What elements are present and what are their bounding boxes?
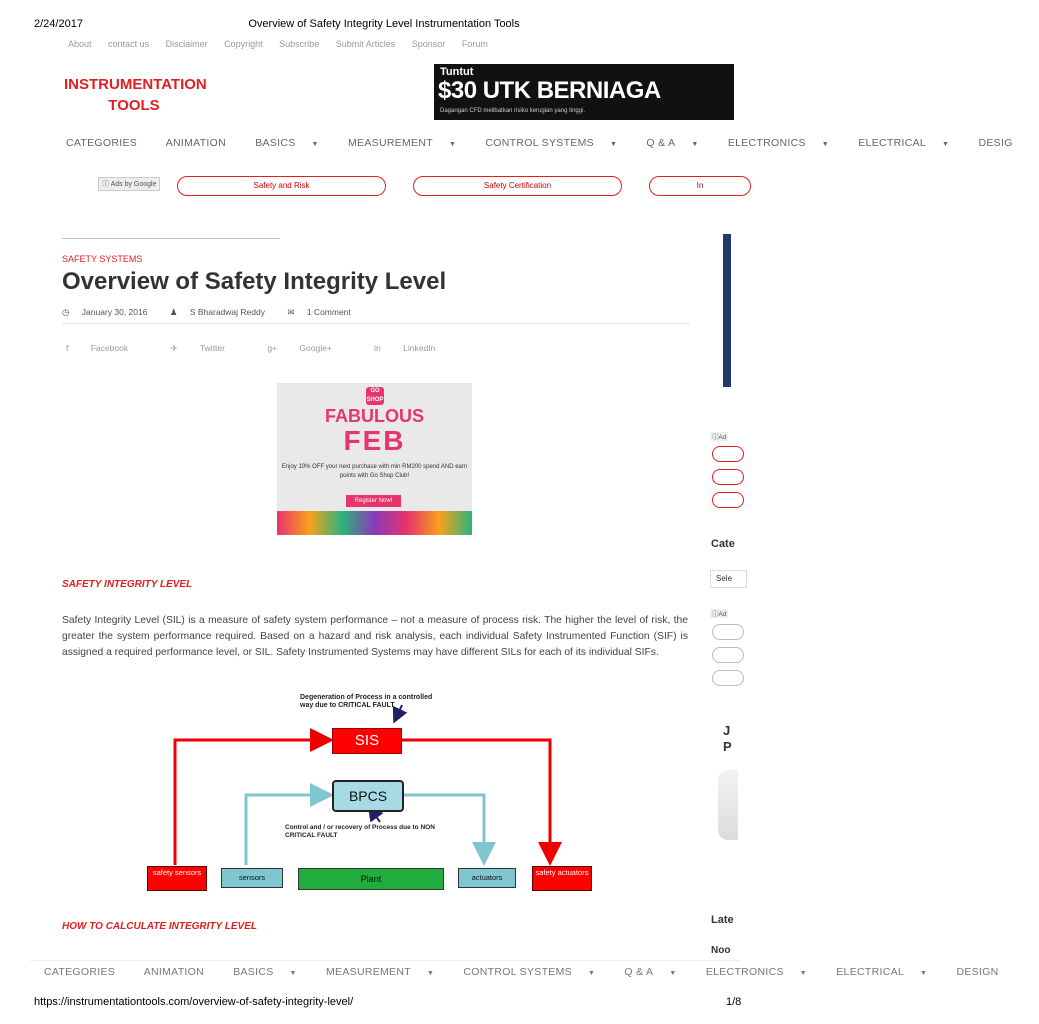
nav-categories[interactable]: CATEGORIES — [66, 137, 138, 149]
nav-animation[interactable]: ANIMATION — [143, 966, 204, 978]
sidebar-ads-badge[interactable]: ⓘAd — [712, 434, 727, 441]
actuators-box: actuators — [458, 868, 516, 888]
promo-offer: Enjoy 10% OFF your next purchase with min RM200 spend AND earn points with Go Shop Club! — [281, 464, 468, 479]
nav-electrical[interactable]: ELECTRICAL ▼ — [858, 137, 950, 149]
sticky-nav — [44, 966, 1012, 978]
nav-measurement[interactable]: MEASUREMENT ▼ — [347, 137, 457, 149]
register-button[interactable]: Register Now! — [346, 495, 401, 507]
info-icon: ⓘ — [712, 434, 719, 441]
chevron-down-icon: ▼ — [289, 970, 297, 977]
diagram-note-noncritical: Control and / or recovery of Process due to NON CRITICAL FAULT — [285, 824, 435, 839]
chevron-down-icon: ▼ — [821, 141, 830, 148]
sidebar-text-j: J — [723, 723, 731, 738]
nav-qa[interactable]: Q & A ▼ — [646, 137, 699, 149]
ads-by-google-badge[interactable]: ⓘ Ads by Google — [98, 177, 160, 191]
safety-actuators-box: safety actuators — [532, 866, 592, 891]
sidebar-latest-heading: Late — [711, 914, 734, 926]
page-title: Overview of Safety Integrity Level — [62, 268, 447, 295]
article-date: January 30, 2016 — [81, 307, 148, 317]
nav-design[interactable]: DESIG — [978, 137, 1013, 149]
facebook-icon: f — [66, 343, 71, 353]
divider — [62, 238, 280, 239]
chevron-down-icon: ▼ — [311, 141, 319, 148]
topnav-sponsor[interactable]: Sponsor — [411, 39, 446, 49]
sidebar-ad-link[interactable] — [712, 647, 744, 663]
article-meta — [62, 307, 371, 318]
topnav-disclaimer[interactable]: Disclaimer — [165, 39, 208, 49]
chevron-down-icon: ▼ — [587, 970, 596, 977]
chevron-down-icon: ▼ — [942, 141, 950, 148]
nav-basics[interactable]: BASICS ▼ — [233, 966, 297, 978]
banner-ad-line1: Tuntut — [440, 66, 474, 78]
share-facebook[interactable]: f Facebook — [66, 343, 129, 353]
logo-line1: INSTRUMENTATION — [64, 76, 207, 93]
sidebar-latest-item[interactable]: Noo — [711, 945, 731, 956]
nav-electronics[interactable]: ELECTRONICS ▼ — [705, 966, 808, 978]
banner-ad[interactable] — [434, 64, 734, 120]
ad-link-safety-risk[interactable]: Safety and Risk — [177, 176, 386, 196]
sensors-box: sensors — [221, 868, 283, 888]
author-link[interactable]: ♟ S Bharadwaj Reddy — [169, 307, 265, 317]
nav-design[interactable]: DESIGN — [956, 966, 999, 978]
topnav-about[interactable]: About — [68, 39, 92, 49]
sidebar-ad-link[interactable] — [712, 492, 744, 508]
article-paragraph: Safety Integrity Level (SIL) is a measure of safety system performance – not a measure of process risk. The higher the level of risk, the greater the system performance required. Based on a hazard and risk analysis, each individual Safety Instrumented Function (SIF) is assigned a required performance level, or SIL. Safety Instrumented Systems may have different SILs for each of its individual SIFs. — [62, 615, 688, 658]
sis-diagram — [140, 690, 610, 895]
ad-link-safety-certification[interactable]: Safety Certification — [413, 176, 622, 196]
sidebar-categories-heading: Cate — [711, 538, 735, 550]
share-google-plus[interactable]: g+ Google+ — [267, 343, 332, 353]
comment-icon: ✉ — [287, 307, 297, 317]
topnav-copyright[interactable]: Copyright — [224, 39, 263, 49]
ad-link-in[interactable]: In — [649, 176, 751, 196]
print-title: Overview of Safety Integrity Level Instrumentation Tools — [248, 18, 520, 30]
sidebar-product-image[interactable] — [718, 770, 738, 840]
chevron-down-icon: ▼ — [799, 970, 808, 977]
diagram-note-critical: Degeneration of Process in a controlled way due to CRITICAL FAULT — [300, 694, 433, 709]
logo-line2: TOOLS — [108, 97, 160, 114]
sidebar-ad-link[interactable] — [712, 446, 744, 462]
sidebar-banner-ad[interactable] — [723, 234, 731, 387]
print-date: 2/24/2017 — [34, 18, 83, 30]
category-select[interactable]: Sele — [710, 570, 747, 588]
nav-measurement[interactable]: MEASUREMENT ▼ — [325, 966, 435, 978]
divider — [62, 323, 690, 324]
divider — [30, 960, 740, 961]
section-heading: SAFETY INTEGRITY LEVEL — [62, 579, 193, 590]
topnav-forum[interactable]: Forum — [461, 39, 488, 49]
twitter-icon: ✈ — [170, 343, 180, 353]
promo-ad[interactable] — [277, 383, 472, 535]
top-utility-nav — [68, 39, 502, 49]
nav-qa[interactable]: Q & A ▼ — [624, 966, 677, 978]
banner-ad-disclaimer: Dagangan CFD melibatkan risiko kerugian yang tinggi. — [440, 108, 586, 114]
print-page-number: 1/8 — [726, 996, 742, 1008]
main-nav — [66, 137, 1039, 149]
topnav-contact[interactable]: contact us — [108, 39, 150, 49]
section-heading: HOW TO CALCULATE INTEGRITY LEVEL — [62, 921, 257, 932]
plant-box: Plant — [298, 868, 444, 890]
promo-pattern — [277, 511, 472, 535]
clock-icon: ◷ — [62, 307, 72, 317]
nav-categories[interactable]: CATEGORIES — [44, 966, 116, 978]
sidebar-ad-link[interactable] — [712, 624, 744, 640]
google-plus-icon: g+ — [267, 343, 280, 353]
promo-headline-feb: FEB — [343, 425, 406, 456]
go-shop-logo: GO SHOP — [366, 388, 384, 403]
nav-electrical[interactable]: ELECTRICAL ▼ — [836, 966, 928, 978]
nav-animation[interactable]: ANIMATION — [165, 137, 226, 149]
print-url: https://instrumentationtools.com/overview-of-safety-integrity-level/ — [34, 996, 354, 1008]
user-icon: ♟ — [169, 307, 180, 317]
nav-control-systems[interactable]: CONTROL SYSTEMS ▼ — [485, 137, 618, 149]
bpcs-box: BPCS — [332, 780, 404, 812]
site-logo[interactable] — [64, 74, 207, 116]
info-icon: ⓘ — [712, 611, 719, 618]
chevron-down-icon: ▼ — [920, 970, 928, 977]
share-linkedin[interactable]: in LinkedIn — [374, 343, 436, 353]
chevron-down-icon: ▼ — [669, 970, 677, 977]
sidebar-ad-link[interactable] — [712, 670, 744, 686]
sis-box: SIS — [332, 728, 402, 754]
topnav-subscribe[interactable]: Subscribe — [279, 39, 320, 49]
share-bar — [66, 343, 475, 354]
article-category[interactable]: SAFETY SYSTEMS — [62, 254, 143, 264]
nav-electronics[interactable]: ELECTRONICS ▼ — [727, 137, 830, 149]
nav-basics[interactable]: BASICS ▼ — [255, 137, 319, 149]
sidebar-text-p: P — [723, 739, 732, 754]
topnav-submit-articles[interactable]: Submit Articles — [335, 39, 396, 49]
chevron-down-icon: ▼ — [609, 141, 618, 148]
chevron-down-icon: ▼ — [448, 141, 457, 148]
linkedin-icon: in — [374, 343, 384, 353]
comments-link[interactable]: ✉ 1 Comment — [287, 307, 351, 317]
chevron-down-icon: ▼ — [691, 141, 699, 148]
nav-control-systems[interactable]: CONTROL SYSTEMS ▼ — [463, 966, 596, 978]
sidebar-ads-badge[interactable]: ⓘAd — [712, 611, 727, 618]
sidebar-ad-link[interactable] — [712, 469, 744, 485]
info-icon: ⓘ — [102, 181, 111, 188]
share-twitter[interactable]: ✈ Twitter — [170, 343, 225, 353]
chevron-down-icon: ▼ — [426, 970, 435, 977]
promo-headline: FABULOUS — [325, 406, 424, 426]
banner-ad-headline: $30 UTK BERNIAGA — [438, 77, 661, 104]
safety-sensors-box: safety sensors — [147, 866, 207, 891]
